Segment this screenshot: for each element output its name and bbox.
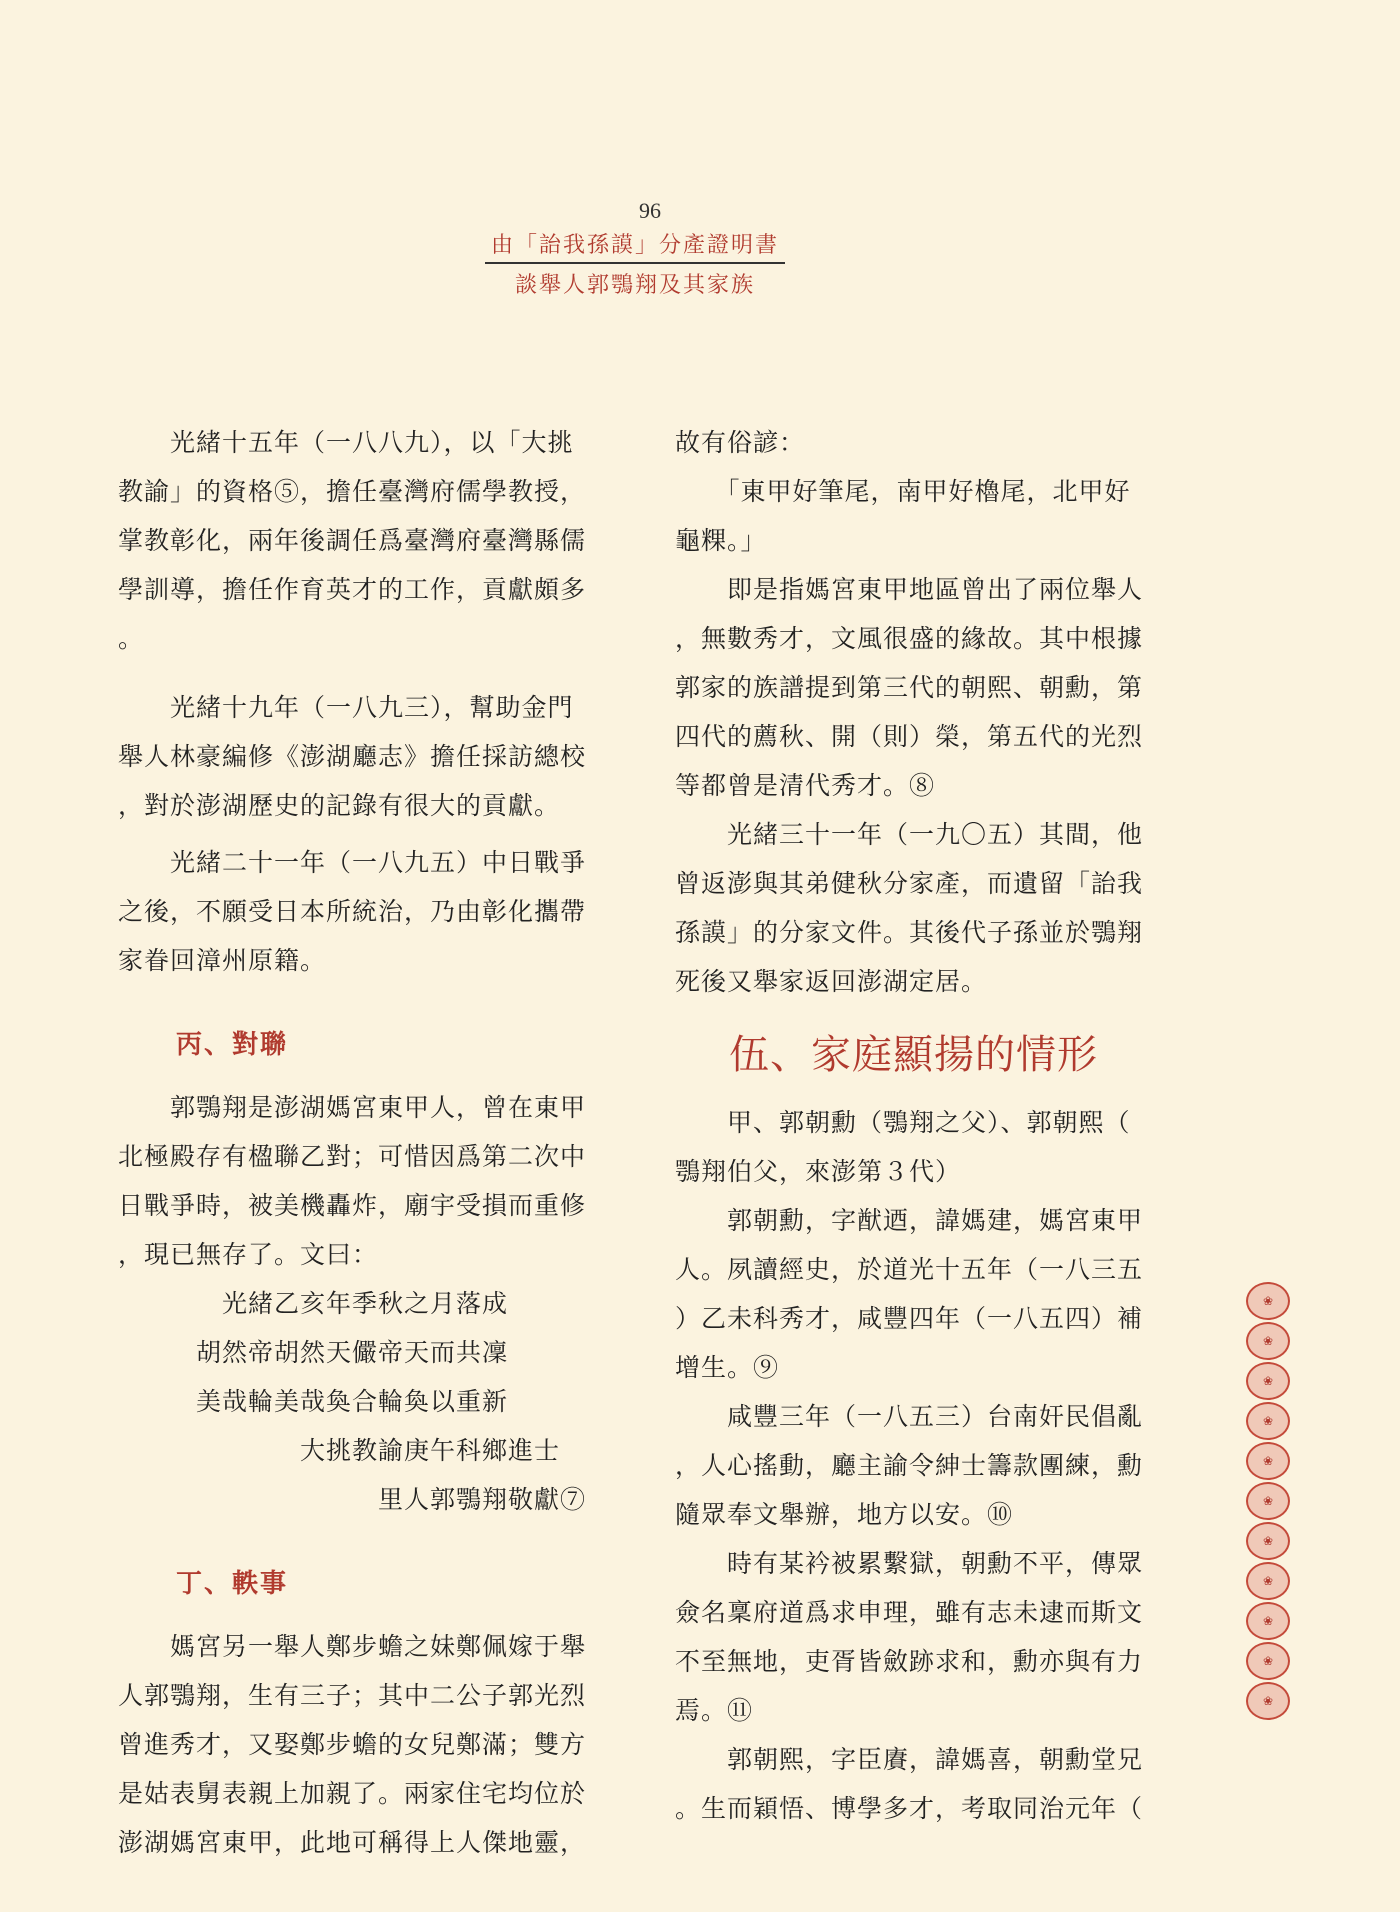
- text-line: 。生而穎悟、博學多才，考取同治元年（: [675, 1794, 1144, 1823]
- left-column: [118, 418, 600, 1867]
- seal-icon: ❀: [1246, 1602, 1290, 1640]
- text-line: 北極殿存有楹聯乙對；可惜因爲第二次中: [118, 1142, 587, 1171]
- seal-icon: ❀: [1246, 1642, 1290, 1680]
- paragraph: [118, 1622, 600, 1867]
- text-line: 郭家的族譜提到第三代的朝熙、朝勳，第: [675, 673, 1144, 702]
- seal-icon: ❀: [1246, 1402, 1290, 1440]
- text-line: 增生。⑨: [675, 1353, 780, 1382]
- paragraph: [675, 1196, 1157, 1392]
- page-number: 96: [639, 198, 661, 223]
- decorative-seal-strip: [1242, 1282, 1294, 1732]
- text-line: 孫謨」的分家文件。其後代子孫並於鶚翔: [675, 918, 1144, 947]
- seal-icon: ❀: [1246, 1522, 1290, 1560]
- text-line: 澎湖媽宮東甲，此地可稱得上人傑地靈，: [118, 1828, 587, 1857]
- text-line: 掌教彰化，兩年後調任爲臺灣府臺灣縣儒: [118, 526, 587, 555]
- seal-icon: ❀: [1246, 1482, 1290, 1520]
- text-line: 之後，不願受日本所統治，乃由彰化攜帶: [118, 897, 587, 926]
- text-line: 隨眾奉文舉辦，地方以安。⑩: [675, 1500, 1014, 1529]
- header-rule: [485, 262, 785, 264]
- text-line: 咸豐三年（一八五三）台南奸民倡亂: [675, 1402, 1144, 1431]
- text-line: 光緒三十一年（一九〇五）其間，他: [675, 820, 1144, 849]
- paragraph: [675, 1539, 1157, 1735]
- text-line: 不至無地，吏胥皆斂跡求和，勳亦與有力: [675, 1647, 1144, 1676]
- text-line: ）乙未科秀才，咸豐四年（一八五四）補: [675, 1304, 1144, 1333]
- text-line: 故有俗諺：: [675, 428, 806, 457]
- couplet-line: 大挑教諭庚午科鄉進士: [118, 1436, 561, 1465]
- seal-icon: ❀: [1246, 1362, 1290, 1400]
- text-line: 郭鶚翔是澎湖媽宮東甲人，曾在東甲: [118, 1093, 587, 1122]
- text-line: 家眷回漳州原籍。: [118, 946, 327, 975]
- paragraph: [118, 418, 600, 663]
- text-line: 日戰爭時，被美機轟炸，廟宇受損而重修: [118, 1191, 587, 1220]
- text-line: 舉人林豪編修《澎湖廳志》擔任採訪總校: [118, 742, 587, 771]
- text-line: 鶚翔伯父，來澎第３代）: [675, 1157, 962, 1186]
- text-line: 焉。⑪: [675, 1696, 754, 1725]
- text-line: 甲、郭朝勳（鶚翔之父）、郭朝熙（: [675, 1108, 1131, 1137]
- text-line: 龜粿。」: [675, 526, 767, 555]
- paragraph: [675, 565, 1157, 810]
- subheading-anecdote: 丁、軼事: [176, 1569, 289, 1599]
- text-line: ，人心搖動，廳主諭令紳士籌款團練，勳: [675, 1451, 1144, 1480]
- text-line: ，無數秀才，文風很盛的緣故。其中根據: [675, 624, 1144, 653]
- text-line: 時有某衿被累繫獄，朝勳不平，傳眾: [675, 1549, 1144, 1578]
- paragraph: [118, 683, 600, 830]
- text-line: 死後又舉家返回澎湖定居。: [675, 967, 988, 996]
- text-line: 。: [118, 624, 145, 653]
- paragraph: [118, 838, 600, 985]
- couplet-line: 胡然帝胡然天儼帝天而共凜: [118, 1338, 509, 1367]
- couplet-block: [118, 1279, 600, 1524]
- text-line: 學訓導，擔任作育英才的工作，貢獻頗多: [118, 575, 587, 604]
- text-line: 四代的薦秋、開（則）榮，第五代的光烈: [675, 722, 1144, 751]
- seal-icon: ❀: [1246, 1562, 1290, 1600]
- text-line: 人。夙讀經史，於道光十五年（一八三五: [675, 1255, 1144, 1284]
- text-line: 光緒二十一年（一八九五）中日戰爭: [118, 848, 587, 877]
- paragraph: [675, 1098, 1157, 1196]
- paragraph: [675, 467, 1157, 565]
- seal-icon: ❀: [1246, 1282, 1290, 1320]
- subheading-couplet: 丙、對聯: [176, 1030, 289, 1060]
- text-line: ，現已無存了。文曰：: [118, 1240, 379, 1269]
- running-header-title: 由「詒我孫謨」分產證明書: [490, 233, 779, 258]
- couplet-line: 美哉輪美哉奐合輪奐以重新: [118, 1387, 509, 1416]
- text-line: 光緒十五年（一八八九），以「大挑: [118, 428, 574, 457]
- text-line: 等都曾是清代秀才。⑧: [675, 771, 936, 800]
- text-line: 即是指媽宮東甲地區曾出了兩位舉人: [675, 575, 1144, 604]
- section-heading: 伍、家庭顯揚的情形: [729, 1032, 1098, 1078]
- seal-icon: ❀: [1246, 1322, 1290, 1360]
- text-line: 光緒十九年（一八九三），幫助金門: [118, 693, 574, 722]
- paragraph: [675, 1392, 1157, 1539]
- text-line: 曾進秀才，又娶鄭步蟾的女兒鄭滿；雙方: [118, 1730, 587, 1759]
- text-line: 郭朝熙，字臣賡，諱媽喜，朝勳堂兄: [675, 1745, 1144, 1774]
- text-line: 郭朝勳，字猷迺，諱媽建，媽宮東甲: [675, 1206, 1144, 1235]
- couplet-line: 光緒乙亥年季秋之月落成: [118, 1289, 509, 1318]
- text-line: 是姑表舅表親上加親了。兩家住宅均位於: [118, 1779, 587, 1808]
- seal-icon: ❀: [1246, 1682, 1290, 1720]
- couplet-line: 里人郭鶚翔敬獻⑦: [118, 1485, 587, 1514]
- paragraph: [675, 810, 1157, 1006]
- text-line: 僉名稟府道爲求申理，雖有志未逮而斯文: [675, 1598, 1144, 1627]
- running-header-subtitle: 談舉人郭鶚翔及其家族: [514, 273, 755, 298]
- text-line: 「東甲好筆尾，南甲好櫓尾，北甲好: [675, 477, 1131, 506]
- seal-icon: ❀: [1246, 1442, 1290, 1480]
- text-line: 曾返澎與其弟健秋分家產，而遺留「詒我: [675, 869, 1144, 898]
- text-line: 媽宮另一舉人鄭步蟾之妹鄭佩嫁于舉: [118, 1632, 587, 1661]
- paragraph: [118, 1083, 600, 1279]
- right-column: [675, 418, 1157, 1833]
- text-line: 教諭」的資格⑤，擔任臺灣府儒學教授，: [118, 477, 587, 506]
- text-line: ，對於澎湖歷史的記錄有很大的貢獻。: [118, 791, 561, 820]
- paragraph: [675, 1735, 1157, 1833]
- text-line: 人郭鶚翔，生有三子；其中二公子郭光烈: [118, 1681, 587, 1710]
